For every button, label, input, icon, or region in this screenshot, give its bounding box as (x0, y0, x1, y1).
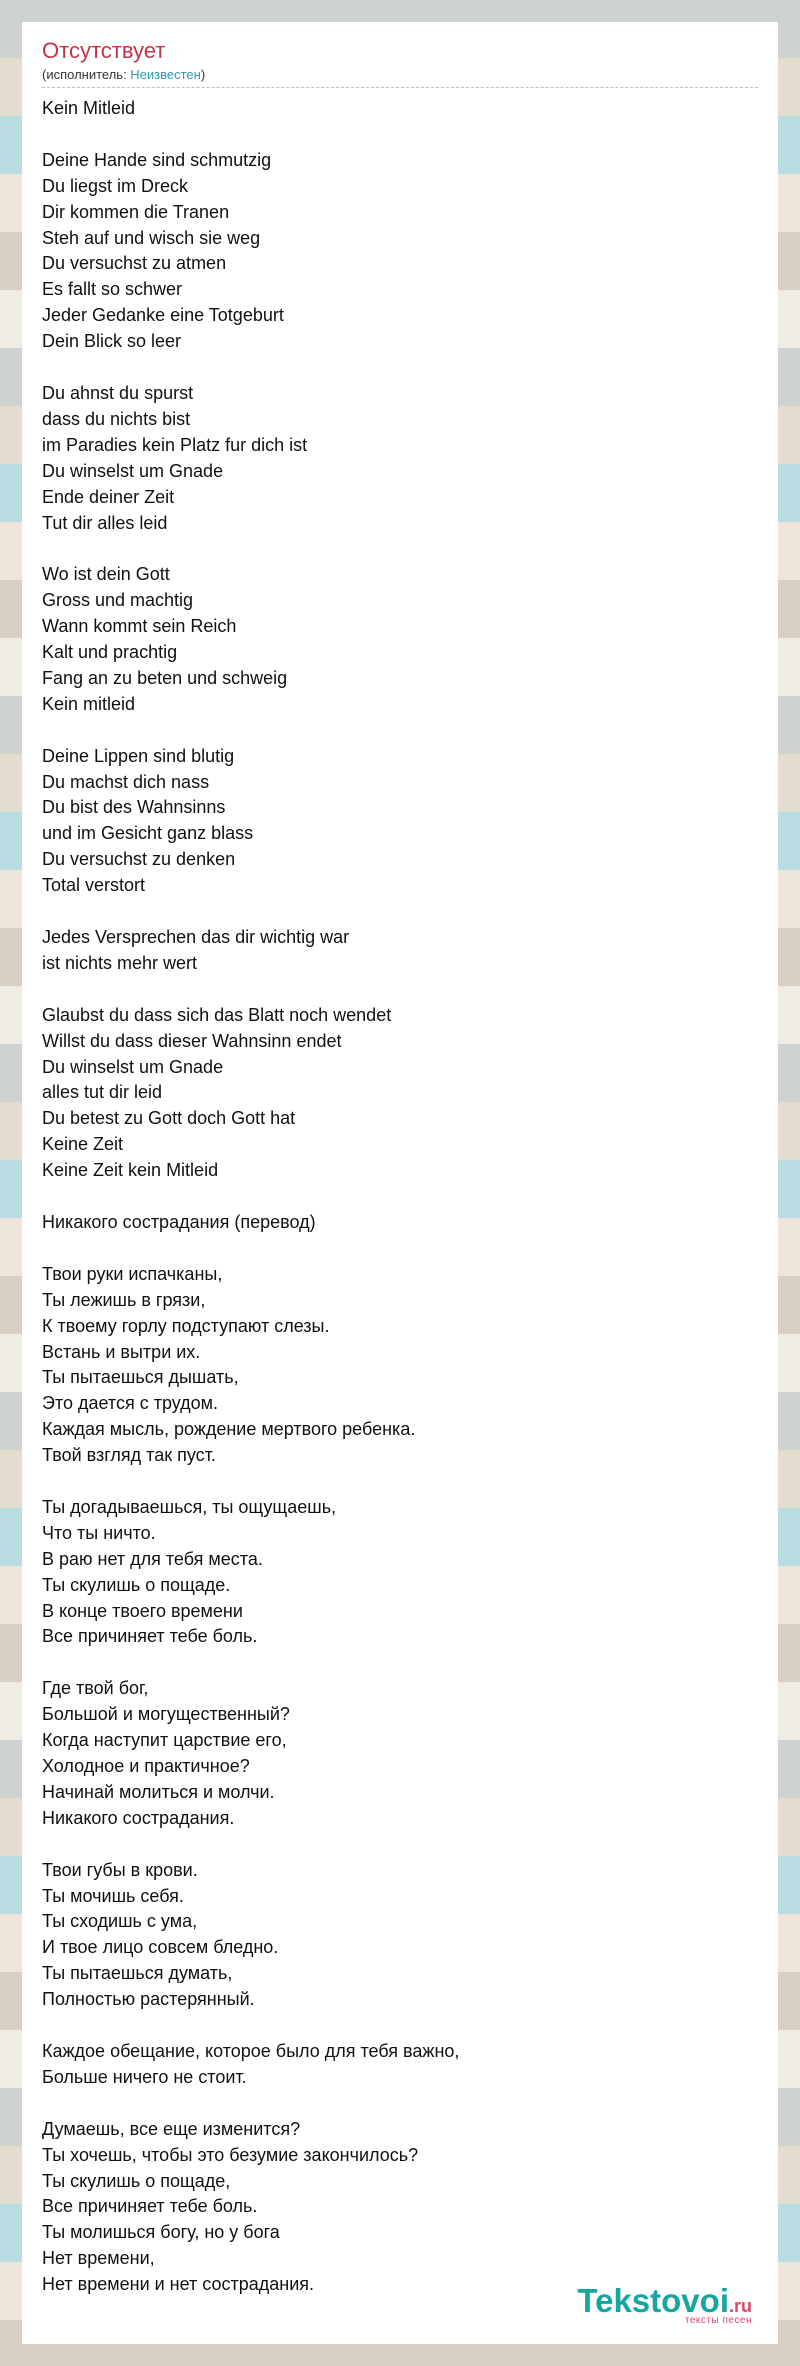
lyrics-page (22, 22, 778, 2344)
logo-slogan: тексты песен (684, 2315, 752, 2326)
logo-tld: .ru (728, 2296, 752, 2316)
site-logo[interactable] (577, 2284, 752, 2326)
performer-suffix: ) (200, 67, 206, 82)
lyrics-text: Kein Mitleid Deine Hande sind schmutzig Du liegst im Dreck Dir kommen die Tranen Steh auf und wisch sie weg Du versuchst zu atmen Es fallt so schwer Jeder Gedanke eine Totgeburt Dein Blick so leer Du ahnst du spurst dass du nichts bist im Paradies kein Platz fur dich ist Du winselst um Gnade Ende deiner Zeit Tut dir alles leid Wo ist dein Gott Gross und machtig Wann kommt sein Reich Kalt und prachtig Fang an zu beten und schweig Kein mitleid Deine Lippen sind blutig Du machst dich nass Du bist des Wahnsinns und im Gesicht ganz blass Du versuchst zu denken Total verstort Jedes Versprechen das dir wichtig war ist nichts mehr wert Glaubst du dass sich das Blatt noch wendet Willst du dass dieser Wahnsinn endet Du winselst um Gnade alles tut dir leid Du betest zu Gott doch Gott hat Keine Zeit Keine Zeit kein Mitleid Никакого сострадания (перевод) Твои руки испачканы, Ты лежишь в грязи, К твоему горлу подступают слезы. Встань и вытри их. Ты пытаешься дышать, Это дается с трудом. Каждая мысль, рождение мертвого ребенка. Твой взгляд так пуст. Ты догадываешься, ты ощущаешь, Что ты ничто. В раю нет для тебя места. Ты скулишь о пощаде. В конце твоего времени Все причиняет тебе боль. Где твой бог, Большой и могущественный? Когда наступит царствие его, Холодное и практичное? Начинай молиться и молчи. Никакого сострадания. Твои губы в крови. Ты мочишь себя. Ты сходишь с ума, И твое лицо совсем бледно. Ты пытаешься думать, Полностью растерянный. Каждое обещание, которое было для тебя важно, Больше ничего не стоит. Думаешь, все еще изменится? Ты хочешь, чтобы это безумие закончилось? Ты скулишь о пощаде, Все причиняет тебе боль. Ты молишься богу, но у бога Нет времени, Нет времени и нет сострадания. (42, 98, 460, 2295)
header-divider (42, 87, 758, 88)
logo-wordmark (577, 2284, 752, 2318)
performer-prefix: (исполнитель: (42, 67, 131, 82)
performer-link[interactable]: Неизвестен (130, 67, 201, 82)
logo-brand: Tekstovoi (577, 2282, 729, 2319)
performer-line (42, 66, 758, 84)
song-title: Отсутствует (42, 38, 166, 63)
